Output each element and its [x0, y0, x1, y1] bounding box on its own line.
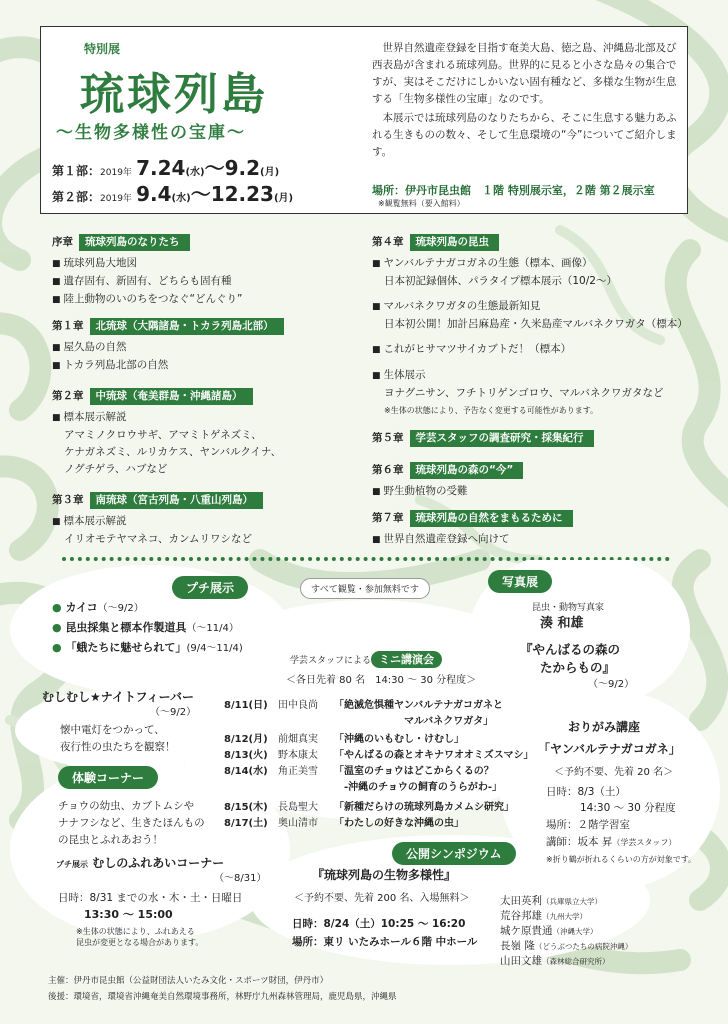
- fureai-note1: ※生体の状態により、ふれあえる: [76, 927, 195, 936]
- symposium-title: 『琉球列島の生物多様性』: [312, 868, 457, 882]
- night-title: むしむし★ナイトフィーバー: [42, 690, 194, 704]
- exhibition-title: 琉球列島: [80, 69, 268, 120]
- support: 後援：環境省，環境省沖縄奄美自然環境事務所，林野庁九州森林管理局，鹿児島県，沖縄県: [48, 992, 397, 1002]
- lecture-info: ＜各日先着 80 名 14:30 〜 30 分程度＞: [286, 675, 477, 686]
- symposium-info: ＜予約不要、先着 200 名、入場無料＞: [294, 893, 470, 904]
- origami-time: 14:30 〜 30 分程度: [580, 802, 676, 814]
- photo-label: 写真展: [488, 570, 552, 593]
- lecture-heading: 学芸スタッフによる ミニ講演会: [290, 650, 442, 671]
- chapter-3: 第３章 南琉球（宮古列島・八重山列島） ■ 標本展示解説 イリオモテヤマネコ、カンムリワシなど: [52, 492, 352, 548]
- photo-title-1: 『やんばるの森の: [520, 642, 621, 657]
- lecture-row: 8/11(日) 田中良尚 「絶滅危惧種ヤンバルテナガコガネと: [224, 700, 503, 711]
- origami-title: 「ヤンバルテナガコガネ」: [538, 742, 681, 756]
- chapter-7: 第７章 琉球列島の自然をまもるために ■ 世界自然遺産登録へ向けて: [372, 510, 702, 549]
- exhibition-subtitle: 〜生物多様性の宝庫〜: [56, 123, 246, 143]
- fureai-note2: 昆虫が変更となる場合があります。: [76, 938, 204, 947]
- lecture-row: 8/17(土) 奥山清市 「わたしの好きな沖縄の虫」: [224, 818, 464, 829]
- photographer-role: 昆虫・動物写真家: [532, 603, 605, 613]
- origami-info: ＜予約不要、先着 20 名＞: [554, 767, 674, 778]
- lecture-row: マルバネクワガタ」: [334, 716, 494, 727]
- exhibition-label: 特別展: [84, 42, 121, 56]
- symposium-place: 場所：東リ いたみホール６階 中ホール: [292, 936, 478, 948]
- origami-note: ※折り鶴が折れるくらいの方が対象です。: [546, 855, 697, 864]
- lecture-row: -沖縄のチョウの飼育のうらがわ-」: [334, 782, 503, 793]
- list-item: ■ 屋久島の自然: [52, 339, 352, 357]
- chapter-1: 第１章 北琉球（大隅諸島・トカラ列島北部） ■ 屋久島の自然 ■ トカラ列島北部の自然: [52, 318, 352, 375]
- night-line1: 懐中電灯をつかって、: [60, 724, 165, 736]
- symposium-label: 公開シンポジウム: [392, 842, 516, 865]
- list-item: ■ 標本展示解説: [52, 513, 352, 531]
- fureai-time1: 日時：8/31 までの水・木・土・日曜日: [58, 892, 243, 904]
- lecture-row: 8/14(水) 角正美雪 「温室のチョウはどこからくるの？: [224, 766, 494, 777]
- taiken-line2: ナナフシなど、生きたほんもの: [58, 817, 205, 829]
- list-item: ■ 陸上動物のいのちをつなぐ“どんぐり”: [52, 291, 352, 309]
- symposium-speakers: 太田英利（兵庫県立大学） 荒谷邦雄（九州大学） 城ケ原貴通（沖縄大学） 長嶺 隆（どうぶつたちの病院沖縄） 山田文雄（森林総合研究所）: [500, 895, 633, 967]
- puchi-label: プチ展示: [172, 576, 248, 599]
- photo-date: （〜9/2）: [588, 679, 635, 690]
- fureai-title: プチ展示 むしのふれあいコーナー: [56, 856, 225, 870]
- intro-text: 世界自然遺産登録を目指す奄美大島、徳之島、沖縄島北部及び西表島が含まれる琉球列島。世界的に見ると小さな島々の集合ですが、実はそこだけにしかいない固有種など、多様な生物が生息する「生物多様性の宝庫」なのです。 本展示では琉球列島のなりたちから、そこに生息する魅力あふれる生きものの数々、そして生息環境の“今”についてご紹介します。: [372, 42, 677, 158]
- photo-title-2: たからもの』: [540, 660, 616, 675]
- puchi-list: ● カイコ（〜9/2） ● 昆虫採集と標本作製道具（〜11/4） ● 「蛾たちに魅せられて」(9/4〜11/4): [52, 601, 243, 654]
- photographer-name: 湊 和雄: [540, 616, 584, 631]
- list-item: ■ 遺存固有、新固有、どちらも固有種: [52, 273, 352, 291]
- part1-dates: 第１部：2019年 7.24(水)〜9.2(月): [52, 156, 280, 180]
- night-date: （〜9/2）: [150, 707, 197, 718]
- venue: 場所：伊丹市昆虫館 １階 特別展示室，２階 第２展示室: [372, 184, 655, 197]
- taiken-label: 体験コーナー: [58, 766, 158, 789]
- free-note: すべて観覧・参加無料です: [300, 578, 430, 599]
- night-line2: 夜行性の虫たちを観察！: [60, 741, 176, 753]
- fee-note: ※観覧無料（要入館料）: [378, 199, 465, 208]
- chapter-2: 第２章 中琉球（奄美群島・沖縄諸島） ■ 標本展示解説 アマミノクロウサギ、アマミトゲネズミ、 ケナガネズミ、ルリカケス、ヤンバルクイナ、 ノグチゲラ、ハブなど: [52, 388, 352, 478]
- fureai-time2: 13:30 〜 15:00: [84, 908, 173, 921]
- taiken-line1: チョウの幼虫、カブトムシや: [58, 800, 195, 812]
- origami-teacher: 講師：坂本 昇（学芸スタッフ）: [546, 836, 677, 848]
- lecture-row: 8/15(木) 長島聖大 「新種だらけの琉球列島カメムシ研究」: [224, 802, 514, 813]
- symposium-date: 日時：8/24（土）10:25 〜 16:20: [292, 918, 466, 930]
- chapter-6: 第６章 琉球列島の森の“今” ■ 野生動植物の受難: [372, 462, 702, 501]
- origami-label: おりがみ講座: [568, 720, 641, 734]
- origami-date: 日時：8/3（土）: [546, 786, 626, 798]
- organizer: 主催：伊丹市昆虫館（公益財団法人いたみ文化・スポーツ財団，伊丹市）: [48, 976, 329, 986]
- chapter-5: 第５章 学芸スタッフの調査研究・採集紀行: [372, 430, 702, 451]
- lecture-row: 8/13(火) 野本康太 「やんばるの森とオキナワオオミズスマシ」: [224, 750, 534, 761]
- list-item: ■ トカラ列島北部の自然: [52, 357, 352, 375]
- list-item: ■ 標本展示解説: [52, 409, 352, 427]
- list-item: ■ 琉球列島大地図: [52, 255, 352, 273]
- lecture-schedule: [224, 698, 534, 832]
- fureai-date: （〜8/31）: [214, 873, 267, 884]
- taiken-line3: の昆虫とふれあおう！: [58, 834, 163, 846]
- origami-place: 場所：２階学習室: [546, 819, 630, 831]
- chapter-intro: 序章 琉球列島のなりたち ■ 琉球列島大地図 ■ 遺存固有、新固有、どちらも固有種 ■ 陸上動物のいのちをつなぐ“どんぐり”: [52, 234, 352, 309]
- chapter-4: 第４章 琉球列島の昆虫 ■ ヤンバルテナガコガネの生態（標本、画像） 日本初記録個体、パラタイプ標本展示（10/2〜） ■ マルバネクワガタの生態最新知見 日本初公開！加計呂麻島産・久米島産マルバネクワガタ（標本） ■ これがヒサマツサイカブトだ！（標本） ■ 生体展示 ヨナグニサン、フチトリゲンゴロウ、マルバネクワガタなど ※生体の状態により、予告なく変更する可能性があります。: [372, 234, 702, 419]
- part2-dates: 第２部：2019年 9.4(水)〜12.23(月): [52, 182, 294, 206]
- lecture-row: 8/12(月) 前畑真実 「沖縄のいもむし・けむし」: [224, 734, 464, 745]
